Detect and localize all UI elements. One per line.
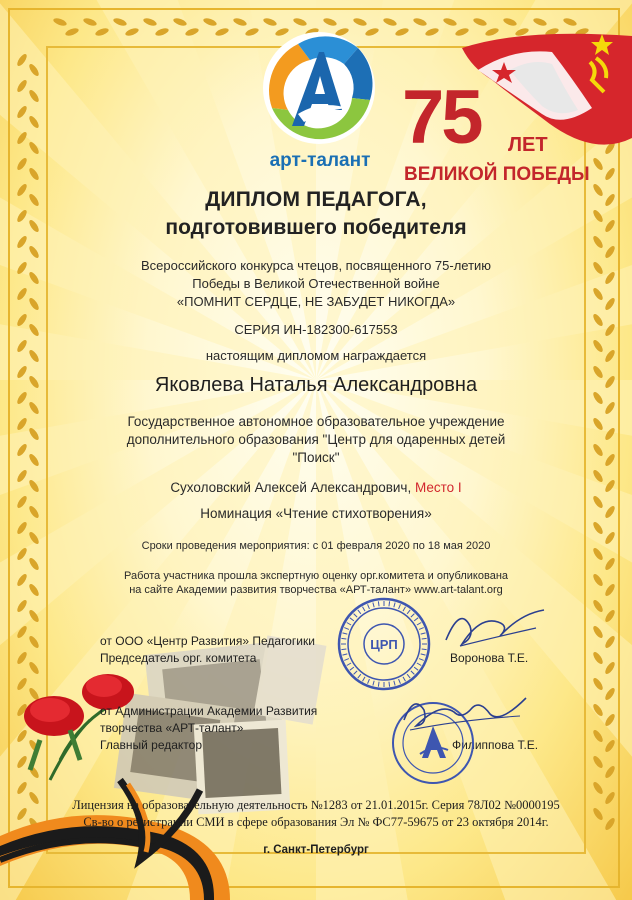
stamp-ring-tick	[354, 671, 358, 675]
stamp-ring-tick	[421, 654, 426, 655]
signer2-org: от Администрации Академии Развития	[100, 704, 318, 718]
stamp-ring-tick	[414, 618, 418, 621]
stamp-ring-tick	[421, 633, 426, 634]
event-dates: Сроки проведения мероприятия: с 01 февраля 2020 по 18 мая 2020	[141, 540, 491, 552]
stamp-ring-tick	[378, 682, 379, 687]
signer1-name: Воронова Т.Е.	[450, 651, 529, 665]
signer2-org-name: творчества «АРТ-талант»	[100, 721, 244, 735]
signer1-org: от ООО «Центр Развития» Педагогики	[100, 634, 315, 648]
stamp-ring-tick	[378, 601, 379, 606]
stamp-ring-tick	[341, 649, 346, 650]
stamp-ring-tick	[394, 681, 395, 686]
stamp-ring-tick	[414, 667, 418, 670]
review-line-2: на сайте Академии развития творчества «АРТ-талант» www.art-talant.org	[129, 584, 503, 596]
stamp-ring-tick	[407, 674, 410, 678]
stamp-ring-tick	[411, 671, 415, 675]
awarded-text: настоящим дипломом награждается	[205, 348, 427, 363]
stamp-ring-tick	[342, 654, 347, 655]
stamp-ring-tick	[417, 623, 421, 626]
stamp-ring-tick	[403, 607, 406, 611]
anniversary-years-word: ЛЕТ	[508, 134, 548, 156]
stamp-ring-tick	[399, 679, 401, 684]
stamp-ring-tick	[354, 614, 358, 618]
student-name: Сухоловский Алексей Александрович,	[170, 480, 412, 495]
stamp-ring-tick	[347, 663, 351, 666]
series-number: СЕРИЯ ИН-182300-617553	[234, 322, 398, 337]
stamp-ring-tick	[358, 674, 361, 678]
stamp-ring-tick	[358, 610, 361, 614]
media-registration: Св-во о регистрации СМИ в сфере образования Эл № ФС77-59675 от 23 октября 2014г.	[83, 815, 549, 829]
stamp-ring-tick	[363, 607, 366, 611]
anniversary-phrase: ВЕЛИКОЙ ПОБЕДЫ	[404, 164, 590, 185]
stamp-ring-tick	[389, 682, 390, 687]
signer1-role: Председатель орг. комитета	[100, 651, 257, 665]
signer2-name: Филиппова Т.Е.	[452, 738, 539, 752]
stamp-ring-tick	[344, 628, 349, 630]
stamp-ring-tick	[373, 602, 374, 607]
stamp-ring-tick	[403, 677, 406, 681]
stamp-ring-tick	[422, 649, 427, 650]
stamp-ring-tick	[368, 679, 370, 684]
contest-name: «ПОМНИТ СЕРДЦЕ, НЕ ЗАБУДЕТ НИКОГДА»	[176, 294, 456, 309]
stamp-ring-tick	[394, 602, 395, 607]
signature-filippova	[400, 690, 530, 740]
review-line-1: Работа участника прошла экспертную оценку орг.комитета и опубликована	[123, 570, 509, 582]
stamp-center-text: ЦРП	[370, 637, 398, 652]
stamp-ring-tick	[389, 601, 390, 606]
city: г. Санкт-Петербург	[263, 844, 369, 856]
nomination: Номинация «Чтение стихотворения»	[200, 506, 432, 521]
stamp-ring-tick	[373, 681, 374, 686]
organization-line-2: дополнительного образования "Центр для одаренных детей	[126, 432, 506, 447]
stamp-ring-tick	[347, 623, 351, 626]
crp-round-stamp	[336, 596, 432, 692]
stamp-ring-tick	[407, 610, 410, 614]
stamp-ring-tick	[344, 659, 349, 661]
recipient-name: Яковлева Наталья Александровна	[154, 374, 478, 396]
organization-line-3: "Поиск"	[292, 450, 340, 465]
stamp-ring-tick	[341, 638, 346, 639]
contest-line-1: Всероссийского конкурса чтецов, посвященного 75-летию	[140, 258, 492, 273]
stamp-ring-tick	[411, 614, 415, 618]
signer2-role: Главный редактор	[100, 738, 203, 752]
stamp-ring-tick	[417, 663, 421, 666]
logo-brand-text: арт-талант	[269, 150, 371, 171]
diploma-subtitle: подготовившего победителя	[165, 216, 467, 239]
stamp-ring-tick	[368, 604, 370, 609]
stamp-ring-tick	[350, 618, 354, 621]
diploma-title: ДИПЛОМ ПЕДАГОГА,	[205, 188, 427, 211]
signature-voronova	[440, 596, 550, 656]
stamp-ring-tick	[399, 604, 401, 609]
stamp-ring-tick	[419, 659, 424, 661]
stamp-ring-tick	[363, 677, 366, 681]
stamp-ring-tick	[419, 628, 424, 630]
organization-line-1: Государственное автономное образовательное учреждение	[127, 414, 505, 429]
stamp-ring-tick	[422, 638, 427, 639]
stamp-ring-tick	[350, 667, 354, 670]
anniversary-number: 75	[402, 75, 481, 160]
stamp-ring-tick	[342, 633, 347, 634]
place-award: Место I	[414, 480, 462, 495]
license-info: Лицензия на образовательную деятельность №1283 от 21.01.2015г. Серия 78Л02 №0000195	[72, 798, 560, 812]
contest-line-2: Победы в Великой Отечественной войне	[192, 276, 440, 291]
